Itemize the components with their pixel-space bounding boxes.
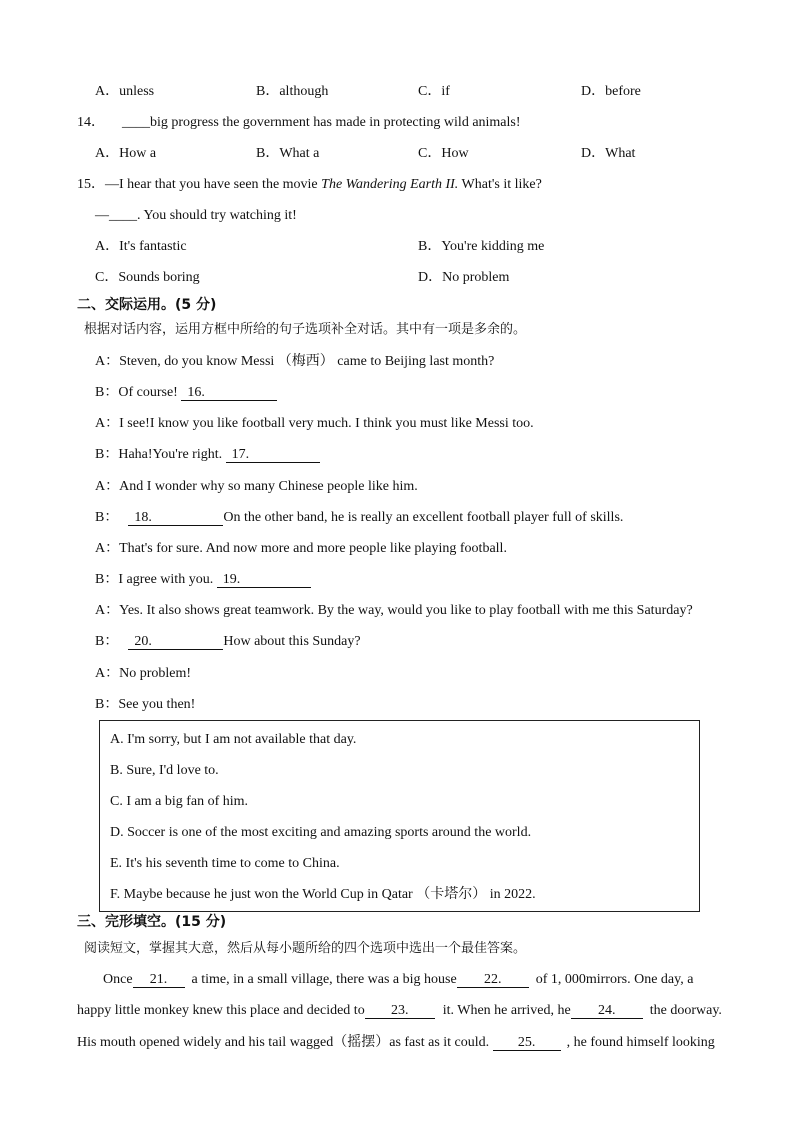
q14-option-a[interactable]: A．How a	[95, 146, 157, 161]
speaker-label: B：	[95, 697, 119, 712]
q15-option-b[interactable]: B．You're kidding me	[418, 239, 545, 254]
q14-option-d[interactable]: D．What	[581, 146, 636, 161]
q15-reply-text: . You should try watching it!	[137, 208, 297, 223]
dialogue-line	[95, 384, 277, 402]
dialogue-line	[95, 415, 534, 433]
q14-number: 14．	[77, 115, 105, 130]
passage-line	[103, 971, 693, 989]
box-option-a[interactable]: A. I'm sorry, but I am not available that day.	[110, 732, 357, 747]
speaker-label: B：	[95, 385, 119, 400]
q15-option-c[interactable]: C．Sounds boring	[95, 270, 200, 285]
blank-20[interactable]: 20.	[128, 634, 223, 650]
dialogue-line	[95, 696, 195, 714]
dialogue-text: How about this Sunday?	[223, 634, 361, 649]
blank-17[interactable]: 17.	[226, 447, 320, 463]
speaker-label: B：	[95, 510, 119, 525]
passage-text: it. When he arrived, he	[442, 1003, 571, 1018]
blank-16[interactable]: 16.	[181, 385, 277, 401]
q15-option-a[interactable]: A．It's fantastic	[95, 239, 187, 254]
q13-option-c[interactable]: C．if	[418, 84, 450, 99]
dialogue-text: That's for sure. And now more and more people like playing football.	[119, 541, 507, 556]
dialogue-line	[95, 540, 507, 558]
q15-reply	[95, 207, 297, 225]
dialogue-line	[95, 478, 418, 496]
q14-text: big progress the government has made in protecting wild animals!	[150, 115, 521, 130]
passage-text: of 1, 000mirrors. One day, a	[535, 972, 694, 987]
q15-option-d[interactable]: D．No problem	[418, 270, 510, 285]
passage-text: happy little monkey knew this place and decided to	[77, 1003, 365, 1018]
box-option-d[interactable]: D. Soccer is one of the most exciting and amazing sports around the world.	[110, 825, 532, 840]
dialogue-line	[95, 665, 191, 683]
dialogue-text: Steven, do you know Messi （梅西） came to Beijing last month?	[119, 354, 495, 369]
q13-option-b[interactable]: B．although	[256, 84, 329, 99]
q13-option-d[interactable]: D．before	[581, 84, 641, 99]
q15-reply-blank[interactable]: ____	[109, 208, 137, 223]
dialogue-line	[95, 446, 320, 464]
q15-text-pre: —I hear that you have seen the movie	[105, 177, 322, 192]
dialogue-text: Yes. It also shows great teamwork. By the way, would you like to play football with me this Saturday?	[119, 603, 693, 618]
passage-text: , he found himself looking	[566, 1035, 715, 1050]
q15-reply-dash: —	[95, 208, 109, 223]
section2-title: 二、交际运用。(5 分)	[77, 297, 217, 313]
dialogue-line	[95, 571, 311, 589]
speaker-label: A：	[95, 541, 120, 556]
q13-option-a[interactable]: A．unless	[95, 84, 155, 99]
q14-blank[interactable]: ____	[122, 115, 150, 130]
q15-text-post: What's it like?	[458, 177, 542, 192]
dialogue-text: Haha!You're right.	[118, 447, 226, 462]
dialogue-text: No problem!	[119, 666, 192, 681]
blank-18[interactable]: 18.	[128, 510, 223, 526]
dialogue-line	[95, 353, 494, 371]
dialogue-line	[95, 509, 623, 527]
speaker-label: B：	[95, 572, 119, 587]
options-box	[99, 720, 700, 912]
passage-text: Once	[103, 972, 133, 987]
passage-line	[77, 1002, 722, 1020]
passage-line	[77, 1034, 715, 1052]
dialogue-text: Of course!	[118, 385, 182, 400]
speaker-label: A：	[95, 416, 120, 431]
blank-23[interactable]: 23.	[365, 1003, 435, 1019]
speaker-label: A：	[95, 666, 120, 681]
section3-title: 三、完形填空。(15 分)	[77, 914, 227, 930]
blank-22[interactable]: 22.	[457, 972, 529, 988]
dialogue-text: And I wonder why so many Chinese people like him.	[119, 479, 418, 494]
q14-option-c[interactable]: C．How	[418, 146, 469, 161]
q15-number: 15．	[77, 177, 105, 192]
box-option-e[interactable]: E. It's his seventh time to come to China.	[110, 856, 340, 871]
blank-24[interactable]: 24.	[571, 1003, 643, 1019]
box-option-c[interactable]: C. I am a big fan of him.	[110, 794, 249, 809]
passage-text: the doorway.	[649, 1003, 722, 1018]
speaker-label: B：	[95, 634, 119, 649]
section3-instruction: 阅读短文，掌握其大意，然后从每小题所给的四个选项中选出一个最佳答案。	[84, 941, 527, 956]
box-option-f[interactable]: F. Maybe because he just won the World Cup in Qatar （卡塔尔） in 2022.	[110, 887, 536, 902]
blank-25[interactable]: 25.	[493, 1035, 561, 1051]
speaker-label: A：	[95, 603, 120, 618]
dialogue-text: I see!I know you like football very much. I think you must like Messi too.	[119, 416, 534, 431]
speaker-label: A：	[95, 479, 120, 494]
box-option-b[interactable]: B. Sure, I'd love to.	[110, 763, 219, 778]
dialogue-text: See you then!	[118, 697, 196, 712]
q14-option-b[interactable]: B．What a	[256, 146, 320, 161]
blank-21[interactable]: 21.	[133, 972, 185, 988]
q15-movie-title: The Wandering Earth II.	[321, 177, 459, 192]
passage-text: a time, in a small village, there was a big house	[191, 972, 457, 987]
dialogue-line	[95, 602, 693, 620]
q14-question	[77, 114, 521, 132]
section2-instruction: 根据对话内容，运用方框中所给的句子选项补全对话。其中有一项是多余的。	[84, 322, 527, 337]
blank-19[interactable]: 19.	[217, 572, 311, 588]
dialogue-text: I agree with you.	[118, 572, 217, 587]
dialogue-line	[95, 633, 361, 651]
speaker-label: B：	[95, 447, 119, 462]
q15-question	[77, 176, 542, 194]
speaker-label: A：	[95, 354, 120, 369]
passage-text: His mouth opened widely and his tail wagged（摇摆）as fast as it could.	[77, 1035, 493, 1050]
dialogue-text: On the other band, he is really an excellent football player full of skills.	[223, 510, 624, 525]
